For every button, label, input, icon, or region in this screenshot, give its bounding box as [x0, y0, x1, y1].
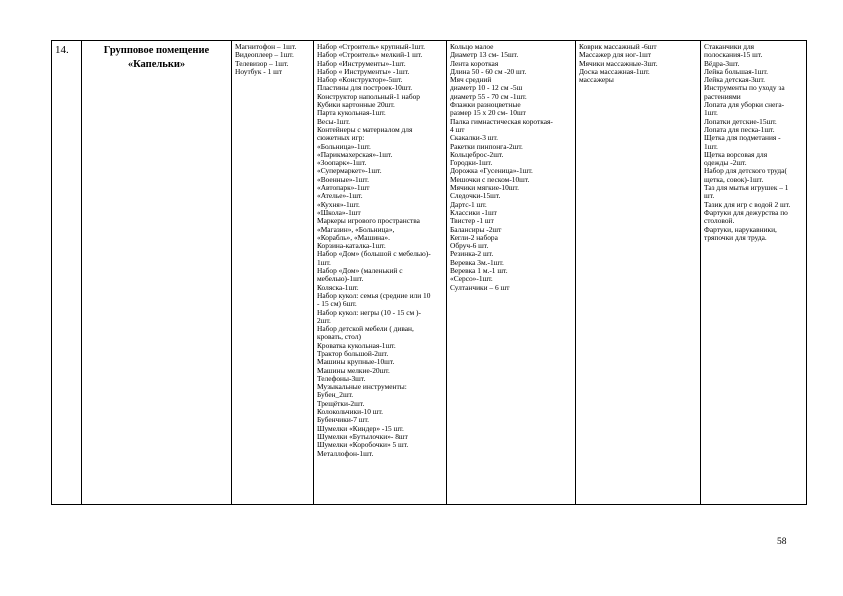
list-item: Ракетки пинпонга-2шт.	[450, 141, 523, 151]
list-item: «Серсо»-1шт.	[450, 274, 493, 284]
room-title-line2: «Капельки»	[127, 59, 186, 70]
technical-equipment-list	[235, 43, 310, 76]
list-item: кровать, стол)	[317, 332, 361, 342]
list-item: Конструктор напольный-1 набор	[317, 91, 420, 101]
list-item: Ноутбук - 1 шт	[235, 66, 283, 76]
list-item: диаметр 55 - 70 см -1шт.	[450, 91, 527, 101]
list-item: Городки-1шт.	[450, 158, 493, 168]
list-item: Лейка детская-3шт.	[704, 75, 765, 85]
list-item: Бубенчики-7 шт.	[317, 415, 369, 425]
list-item: «Военные»-1шт.	[317, 174, 369, 184]
list-item: Машины крупные-10шт.	[317, 357, 395, 367]
list-item: Султанчики – 6 шт	[450, 282, 510, 292]
list-item: щетка, совок)-1шт.	[704, 174, 764, 184]
list-item: Веревка 1 м.-1 шт.	[450, 266, 508, 276]
list-item: Фартуки, нарукавники,	[704, 224, 777, 234]
list-item: одежды -2шт.	[704, 158, 747, 168]
list-item: Дартс-1 шт.	[450, 199, 487, 209]
list-item: «Корабль», «Машина».	[317, 232, 390, 242]
list-item: Мешочки с песком-10шт.	[450, 174, 530, 184]
equipment-table	[51, 40, 807, 505]
list-item: Щетка для подметания -	[704, 133, 781, 143]
list-item: Набор кукол: негры (10 - 15 см )-	[317, 307, 421, 317]
list-item: Кроватка кукольная-1шт.	[317, 340, 396, 350]
list-item: Набор « Инструменты» -1шт.	[317, 66, 410, 76]
list-item: Бубен_2шт.	[317, 390, 354, 400]
list-item: Трактор большой-2шт.	[317, 348, 389, 358]
list-item: Длина 50 - 60 см -20 шт.	[450, 66, 527, 76]
list-item: Кольцо малое	[450, 42, 494, 51]
list-item: сюжетных игр:	[317, 133, 365, 143]
list-item: - 15 см) 6шт.	[317, 299, 357, 309]
room-title-line1: Групповое помещение	[103, 45, 210, 56]
list-item: Колокольчики-10 шт.	[317, 407, 383, 417]
care-equipment-list	[704, 43, 803, 242]
list-item: Инструменты по уходу за	[704, 83, 785, 93]
list-item: массажеры	[579, 75, 614, 85]
games-equipment-list	[317, 43, 443, 458]
table-row	[52, 41, 807, 505]
list-item: 4 шт	[450, 124, 465, 134]
list-item: 2шт.	[317, 315, 331, 325]
list-item: Лопатки детские-15шт.	[704, 116, 777, 126]
care-equipment-cell	[701, 41, 807, 505]
list-item: растениями	[704, 91, 741, 101]
list-item: Твистер -1 шт	[450, 216, 494, 226]
list-item: шт.	[704, 191, 715, 201]
list-item: Мячики мягкие-10шт.	[450, 183, 520, 193]
list-item: Резинка-2 шт.	[450, 249, 494, 259]
list-item: Видеоплеер – 1шт.	[235, 50, 294, 60]
page-number: 58	[777, 537, 787, 547]
list-item: Пластины для построек-10шт.	[317, 83, 413, 93]
list-item: «Школа»-1шт	[317, 207, 361, 217]
list-item: полоскания-15 шт.	[704, 50, 763, 60]
list-item: «Супермаркет»-1шт.	[317, 166, 382, 176]
list-item: Магнитофон – 1шт.	[235, 42, 297, 51]
list-item: Скакалки-3 шт.	[450, 133, 498, 143]
list-item: Мяч средний	[450, 75, 492, 85]
list-item: Набор «Инструменты»-1шт.	[317, 58, 406, 68]
list-item: Таз для мытья игрушек – 1	[704, 183, 789, 193]
list-item: Музыкальные инструменты:	[317, 382, 407, 392]
list-item: Лента короткая	[450, 58, 499, 68]
room-cell	[82, 41, 232, 505]
list-item: Контейнеры с материалом для	[317, 124, 413, 134]
row-number-cell	[52, 41, 82, 505]
sport-equipment-list	[450, 43, 572, 292]
list-item: Лейка большая-1шт.	[704, 66, 768, 76]
list-item: Мячики массажные-3шт.	[579, 58, 658, 68]
row-number: 14.	[55, 44, 69, 56]
list-item: размер 15 х 20 см- 10шт	[450, 108, 526, 118]
list-item: Набор детской мебели ( диван,	[317, 324, 414, 334]
list-item: «Зоопарк»-1шт.	[317, 158, 367, 168]
list-item: Балансиры -2шт	[450, 224, 502, 234]
list-item: Шумелки «Бутылочки»- 8шт	[317, 431, 408, 441]
list-item: «Парикмахерская»-1шт.	[317, 149, 393, 159]
list-item: мебелью)-1шт.	[317, 274, 364, 284]
list-item: Коляска-1шт.	[317, 282, 359, 292]
list-item: «Магазин», «Больница»,	[317, 224, 395, 234]
list-item: Набор «Строитель» крупный-1шт.	[317, 42, 426, 51]
list-item: Набор «Дом» (маленький с	[317, 266, 403, 276]
list-item: «Кухня»-1шт.	[317, 199, 360, 209]
list-item: Набор кукол: семья (средние или 10	[317, 290, 431, 300]
list-item: Палка гимнастическая короткая-	[450, 116, 553, 126]
list-item: Обруч-6 шт.	[450, 241, 489, 251]
list-item: Коврик массажный -6шт	[579, 42, 657, 51]
list-item: Тазик для игр с водой 2 шт.	[704, 199, 791, 209]
list-item: 1шт.	[704, 141, 718, 151]
list-item: Следочки-15шт.	[450, 191, 501, 201]
massage-equipment-list	[579, 43, 697, 84]
list-item: Маркеры игрового пространства	[317, 216, 420, 226]
list-item: Лопата для уборки снега-	[704, 100, 785, 110]
list-item: Кубики картонные 20шт.	[317, 100, 395, 110]
list-item: Набор «Дом» (большой с мебелью)-	[317, 249, 431, 259]
list-item: Корзина-каталка-1шт.	[317, 241, 386, 251]
list-item: Дорожка «Гусеница»-1шт.	[450, 166, 533, 176]
list-item: Веревка 3м.-1шт.	[450, 257, 504, 267]
list-item: «Ателье»-1шт.	[317, 191, 363, 201]
list-item: Кольцеброс-2шт.	[450, 149, 504, 159]
list-item: Машины мелкие-20шт.	[317, 365, 390, 375]
list-item: Кегли-2 набора	[450, 232, 498, 242]
list-item: Весы-1шт.	[317, 116, 351, 126]
sport-equipment-cell	[447, 41, 576, 505]
list-item: «Автопарк»-1шт	[317, 183, 370, 193]
list-item: Шумелки «Киндер» -15 шт.	[317, 423, 404, 433]
games-equipment-cell	[314, 41, 447, 505]
list-item: Диаметр 13 см- 15шт.	[450, 50, 519, 60]
list-item: диаметр 10 - 12 см -5ш	[450, 83, 523, 93]
list-item: Классики -1шт	[450, 207, 497, 217]
list-item: Трещётки-2шт.	[317, 398, 365, 408]
list-item: тряпочки для труда.	[704, 232, 767, 242]
list-item: Массажер для ног-1шт	[579, 50, 652, 60]
massage-equipment-cell	[576, 41, 701, 505]
list-item: Вёдра-3шт.	[704, 58, 740, 68]
list-item: 1шт.	[704, 108, 718, 118]
list-item: Набор «Конструктор»-5шт.	[317, 75, 403, 85]
list-item: 1шт.	[317, 257, 331, 267]
list-item: Металлофон-1шт.	[317, 448, 374, 458]
list-item: Телевизор – 1шт.	[235, 58, 289, 68]
list-item: Доска массажная-1шт.	[579, 66, 650, 76]
list-item: Парта кукольная-1шт.	[317, 108, 386, 118]
list-item: Телефоны-3шт.	[317, 373, 366, 383]
list-item: Щетка ворсовая для	[704, 149, 768, 159]
list-item: Фартуки для дежурства по	[704, 207, 788, 217]
list-item: «Больница»-1шт.	[317, 141, 371, 151]
list-item: Лопата для песка-1шт.	[704, 124, 775, 134]
list-item: Шумелки «Коробочки» 5 шт.	[317, 440, 409, 450]
list-item: Флажки разноцветные	[450, 100, 521, 110]
technical-equipment-cell	[232, 41, 314, 505]
list-item: Набор «Строитель» мелкий-1 шт.	[317, 50, 423, 60]
list-item: Стаканчики для	[704, 42, 755, 51]
list-item: столовой.	[704, 216, 735, 226]
list-item: Набор для детского труда(	[704, 166, 787, 176]
